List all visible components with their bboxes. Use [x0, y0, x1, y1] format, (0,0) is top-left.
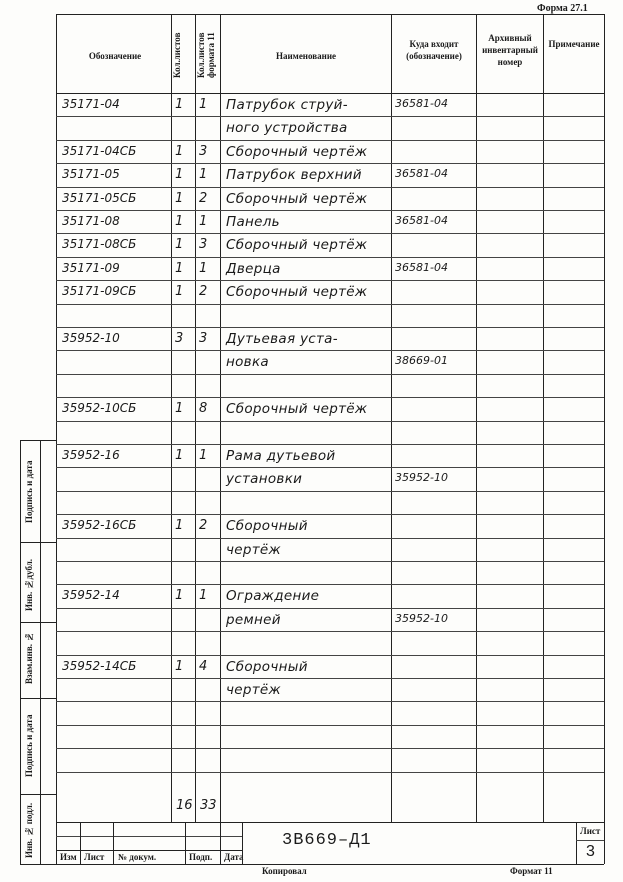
row-sheets-count: 1: [175, 190, 184, 206]
footer-format: Формат 11: [510, 866, 553, 876]
row-separator: [56, 725, 604, 726]
row-separator: [56, 491, 604, 492]
row-separator: [56, 561, 604, 562]
row-format-sheets: 8: [199, 401, 208, 417]
row-format-sheets: 1: [199, 167, 208, 183]
row-where-used: 36581-04: [395, 167, 448, 181]
margin-orig-inv: Инв. № подл.: [24, 802, 34, 858]
row-separator: [56, 608, 604, 609]
row-separator: [56, 421, 604, 422]
row-separator: [56, 397, 604, 398]
frame-right: [604, 14, 605, 864]
row-name: Сборочный чертёж: [226, 401, 368, 418]
row-name: Дверца: [226, 260, 281, 277]
title-separator: [113, 822, 114, 864]
row-separator: [56, 538, 604, 539]
row-sheets-count: 1: [175, 167, 184, 183]
row-sheets-count: 1: [175, 237, 184, 253]
row-format-sheets: 3: [199, 143, 208, 159]
row-name: ремней: [226, 611, 281, 628]
row-format-sheets: 3: [199, 331, 208, 346]
title-date: Дата: [224, 852, 244, 862]
row-separator: [56, 350, 604, 351]
row-separator: [56, 327, 604, 328]
title-separator: [80, 822, 81, 864]
title-top: [56, 822, 604, 823]
row-format-sheets: 2: [199, 190, 208, 206]
title-separator: [242, 822, 243, 864]
row-separator: [56, 374, 604, 375]
row-separator: [56, 514, 604, 515]
row-where-used: 38669-01: [395, 354, 448, 368]
row-format-sheets: 3: [199, 237, 208, 253]
header-designation: Обозначение: [88, 51, 142, 61]
row-name: Дутьевая уста-: [226, 331, 338, 347]
title-caption-line: [56, 850, 242, 851]
row-name: Сборочный чертёж: [226, 143, 368, 160]
row-name: Сборочный чертёж: [226, 237, 368, 254]
row-designation: 35171-09: [62, 260, 120, 275]
margin-sign-date-top: Подпись и дата: [24, 460, 34, 524]
title-izm: Изм: [60, 852, 77, 862]
header-sheets-count: Кол.листов: [172, 32, 182, 78]
row-name: Сборочный: [226, 658, 308, 675]
row-name: чертёж: [226, 682, 281, 698]
row-sheets-count: 1: [175, 518, 184, 534]
row-sheets-count: 1: [175, 284, 184, 300]
row-sheets-count: 1: [175, 97, 184, 112]
row-name: Патрубок верхний: [226, 167, 362, 184]
row-separator: [56, 187, 604, 188]
row-where-used: 36581-04: [395, 97, 448, 110]
row-separator: [56, 116, 604, 117]
total-count: 16: [176, 798, 193, 813]
header-note: Примечание: [548, 39, 600, 49]
row-designation: 35171-05: [62, 167, 120, 182]
row-designation: 35952-10: [62, 331, 120, 345]
row-separator: [56, 678, 604, 679]
row-name: Сборочный чертёж: [226, 190, 368, 207]
margin-strip-right: [40, 440, 41, 864]
row-designation: 35171-05СБ: [62, 190, 137, 205]
title-doc-no: № докум.: [118, 852, 157, 862]
row-name: чертёж: [226, 541, 281, 558]
row-format-sheets: 2: [199, 284, 208, 300]
row-sheets-count: 1: [175, 588, 184, 604]
margin-strip-left: [20, 440, 21, 864]
row-format-sheets: 4: [199, 658, 208, 674]
row-sheets-count: 1: [175, 143, 184, 159]
row-designation: 35952-14: [62, 588, 120, 603]
margin-strip-divider: [20, 542, 56, 543]
row-where-used: 36581-04: [395, 260, 448, 274]
margin-dup-inv: Инв. №дубл.: [24, 558, 34, 612]
frame-left: [56, 14, 57, 864]
row-where-used: 36581-04: [395, 214, 448, 227]
margin-strip-divider: [20, 622, 56, 623]
row-format-sheets: 1: [199, 448, 208, 463]
row-where-used: 35952-10: [395, 611, 448, 625]
margin-strip-divider: [20, 864, 56, 865]
frame-top: [56, 14, 604, 15]
row-separator: [56, 655, 604, 656]
row-sheets-count: 1: [175, 214, 184, 229]
frame-bottom: [56, 864, 604, 865]
header-where-used: Куда входит (обозначение): [406, 39, 462, 62]
footer-copied: Копировал: [262, 866, 307, 876]
title-podp: Подп.: [189, 852, 213, 862]
row-name: новка: [226, 354, 269, 371]
row-format-sheets: 1: [199, 260, 208, 276]
row-designation: 35171-04СБ: [62, 143, 137, 158]
row-name: Сборочный чертёж: [226, 284, 368, 301]
row-separator: [56, 584, 604, 585]
row-designation: 35952-10СБ: [62, 401, 137, 416]
row-sheets-count: 3: [175, 331, 184, 346]
row-sheets-count: 1: [175, 658, 184, 674]
row-where-used: 35952-10: [395, 471, 448, 485]
row-separator: [56, 467, 604, 468]
title-separator: [220, 822, 221, 864]
sheet-label: Лист: [580, 826, 601, 836]
title-list: Лист: [84, 852, 105, 862]
row-designation: 35171-09СБ: [62, 284, 137, 299]
row-name: Сборочный: [226, 518, 308, 535]
row-designation: 35171-08: [62, 214, 120, 228]
row-designation: 35952-16: [62, 448, 120, 462]
row-separator: [56, 163, 604, 164]
row-separator: [56, 233, 604, 234]
margin-strip-divider: [20, 440, 56, 441]
row-name: ного устройства: [226, 120, 348, 137]
row-name: установки: [226, 471, 303, 488]
row-sheets-count: 1: [175, 260, 184, 276]
row-designation: 35952-14СБ: [62, 658, 137, 673]
row-separator: [56, 444, 604, 445]
margin-strip-divider: [20, 794, 56, 795]
document-code-stamp: 3В669–Д1: [282, 831, 372, 850]
sheet-box-line: [576, 840, 604, 841]
row-format-sheets: 1: [199, 588, 208, 604]
row-separator: [56, 140, 604, 141]
title-row: [56, 836, 242, 837]
row-separator: [56, 210, 604, 211]
title-separator: [185, 822, 186, 864]
total-format-sheets: 33: [200, 798, 217, 813]
row-name: Патрубок струй-: [226, 97, 348, 113]
row-separator: [56, 280, 604, 281]
header-name: Наименование: [276, 51, 336, 61]
row-designation: 35171-04: [62, 97, 120, 111]
row-sheets-count: 1: [175, 448, 184, 463]
row-format-sheets: 2: [199, 518, 208, 534]
row-designation: 35952-16СБ: [62, 518, 137, 533]
row-separator: [56, 701, 604, 702]
form-label: Форма 27.1: [537, 3, 588, 14]
row-separator: [56, 631, 604, 632]
row-designation: 35171-08СБ: [62, 237, 137, 252]
row-name: Рама дутьевой: [226, 448, 336, 464]
row-separator: [56, 748, 604, 749]
row-separator: [56, 304, 604, 305]
row-separator: [56, 772, 604, 773]
row-format-sheets: 1: [199, 214, 208, 229]
margin-sign-date-bottom: Подпись и дата: [24, 714, 34, 778]
row-format-sheets: 1: [199, 97, 208, 112]
margin-strip-divider: [20, 698, 56, 699]
sheet-number: 3: [586, 843, 595, 860]
header-format-sheets: Кол.листов формата 11: [196, 32, 216, 78]
row-separator: [56, 257, 604, 258]
margin-replace-inv: Взам.инв. №: [24, 631, 34, 685]
header-bottom: [56, 93, 604, 94]
row-name: Панель: [226, 214, 280, 230]
header-archive: Архивный инвентарный номер: [482, 33, 538, 68]
row-name: Ограждение: [226, 588, 320, 605]
sheet-separator: [576, 822, 577, 864]
row-sheets-count: 1: [175, 401, 184, 417]
